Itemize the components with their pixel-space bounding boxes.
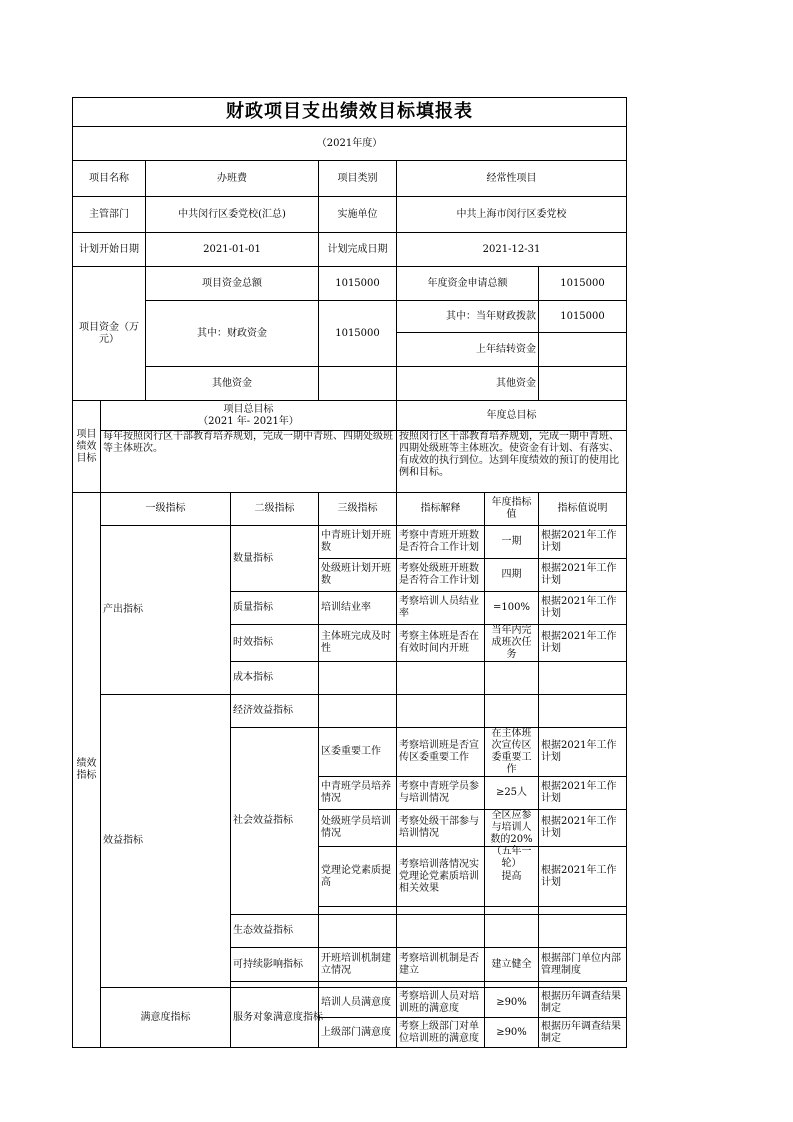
funds-other-label: 其他资金 [146,367,319,401]
level2-quantity: 数量指标 [231,526,319,592]
row-explain: 考察培训人员结业率 [397,592,485,625]
row-note [539,907,627,915]
row-explain: 考察中青班学员参与培训情况 [397,777,485,810]
row-level3 [319,662,397,695]
header-level3: 三级指标 [319,493,397,526]
funds-current-value: 1015000 [539,301,627,333]
row-explain: 考察中青班开班数是否符合工作计划 [397,526,485,559]
funds-carry-label: 上年结转资金 [397,333,539,367]
header-value: 年度指标值 [485,493,539,526]
funds-total-value: 1015000 [319,267,397,301]
row-explain: 考察处级班开班数是否符合工作计划 [397,559,485,592]
row-explain [397,662,485,695]
funds-annual-label: 年度资金申请总额 [397,267,539,301]
row-level3 [319,907,397,915]
row-value: ≥90% [485,988,539,1018]
row-value [485,915,539,948]
dept-value: 中共闵行区委党校(汇总) [146,197,319,233]
row-note [539,695,627,728]
end-date-value: 2021-12-31 [397,233,627,267]
row-explain: 考察上级部门对单位培训班的满意度 [397,1018,485,1048]
row-level3: 培训结业率 [319,592,397,625]
row-value: 建立健全 [485,948,539,982]
level2-sustain: 可持续影响指标 [231,948,319,982]
row-note: 根据部门单位内部管理制度 [539,948,627,982]
row-note: 根据历年调查结果制定 [539,1018,627,1048]
row-level3: 处级班计划开班数 [319,559,397,592]
funds-fiscal-value: 1015000 [319,301,397,367]
funds-total-label: 项目资金总额 [146,267,319,301]
row-explain [397,907,485,915]
header-note: 指标值说明 [539,493,627,526]
project-name-value: 办班费 [146,161,319,197]
row-explain [397,695,485,728]
header-level2: 二级指标 [231,493,319,526]
level2-ecological: 生态效益指标 [231,915,319,948]
row-note [539,915,627,948]
row-level3: 党理论党素质提高 [319,847,397,907]
funds-other2-label: 其他资金 [397,367,539,401]
indicators-label: 绩效指标 [73,493,101,1048]
row-level3: 区委重要工作 [319,728,397,777]
funds-current-label: 其中：当年财政拨款 [397,301,539,333]
row-level3: 上级部门满意度 [319,1018,397,1048]
project-type-label: 项目类别 [319,161,397,197]
row-value [485,695,539,728]
header-level1: 一级指标 [101,493,231,526]
overall-goal-label: 项目总目标 [223,403,274,415]
row-explain: 考察培训人员对培训班的满意度 [397,988,485,1018]
annual-goal-text: 按照闵行区干部教育培养规划，完成一期中青班、四期处级班等主体班次。使资金有计划、有落实、有成效的执行到位。达到年度绩效的预订的使用比例和目标。 [397,431,627,493]
row-value: 一期 [485,526,539,559]
overall-goal-text: 每年按照闵行区干部教育培养规划，完成一期中青班、四期处级班等主体班次。 [101,431,397,493]
row-value: 全区应参与培训人数的20%（五年一轮） [485,810,539,847]
row-level3: 中青班学员培养情况 [319,777,397,810]
start-date-value: 2021-01-01 [146,233,319,267]
row-explain: 考察处级干部参与培训情况 [397,810,485,847]
row-value [485,662,539,695]
row-explain: 考察主体班是否在有效时间内开班 [397,625,485,662]
row-level3: 培训人员满意度 [319,988,397,1018]
funds-other-value [319,367,397,401]
row-level3 [319,915,397,948]
row-note: 根据2021年工作计划 [539,526,627,559]
row-level3: 开班培训机制建立情况 [319,948,397,982]
level2-quality: 质量指标 [231,592,319,625]
level2-service: 服务对象满意度指标 [231,988,319,1048]
row-note: 根据2021年工作计划 [539,559,627,592]
row-value: 当年内完成班次任务 [485,625,539,662]
row-note: 根据2021年工作计划 [539,625,627,662]
row-value: 四期 [485,559,539,592]
impl-unit-label: 实施单位 [319,197,397,233]
row-note: 根据2021年工作计划 [539,728,627,777]
row-level3 [319,695,397,728]
funds-other2-value [539,367,627,401]
row-note [539,662,627,695]
form-year: （2021年度） [73,127,627,161]
performance-form [72,97,626,1048]
row-level3: 中青班计划开班数 [319,526,397,559]
level2-cost: 成本指标 [231,662,319,695]
row-explain: 考察培训机制是否建立 [397,948,485,982]
row-value: 提高 [485,847,539,907]
form-title: 财政项目支出绩效目标填报表 [73,98,627,127]
row-explain: 考察培训班是否宣传区委重要工作 [397,728,485,777]
overall-goal-header [101,401,397,431]
row-note: 根据2021年工作计划 [539,847,627,907]
row-explain [397,915,485,948]
overall-goal-period: （2021 年- 2021年） [198,415,299,427]
project-type-value: 经常性项目 [397,161,627,197]
row-level3: 处级班学员培训情况 [319,810,397,847]
funds-fiscal-label: 其中：财政资金 [146,301,319,367]
level1-output: 产出指标 [101,526,231,695]
level2-time: 时效指标 [231,625,319,662]
project-name-label: 项目名称 [73,161,146,197]
row-value: ≥25人 [485,777,539,810]
level2-economic: 经济效益指标 [231,695,319,728]
form-table [72,97,627,1048]
level2-social: 社会效益指标 [231,728,319,915]
goals-label: 项目绩效目标 [73,401,101,493]
row-value: ≥90% [485,1018,539,1048]
level1-satisfaction: 满意度指标 [101,988,231,1048]
funds-label: 项目资金（万元） [73,267,146,401]
row-explain: 考察培训落情况实党理论党素质培训相关效果 [397,847,485,907]
level1-benefit: 效益指标 [101,695,231,988]
end-date-label: 计划完成日期 [319,233,397,267]
funds-carry-value [539,333,627,367]
row-value: =100% [485,592,539,625]
row-note: 根据2021年工作计划 [539,810,627,847]
row-value: 在主体班次宣传区委重要工作 [485,728,539,777]
row-note: 根据历年调查结果制定 [539,988,627,1018]
row-value [485,907,539,915]
impl-unit-value: 中共上海市闵行区委党校 [397,197,627,233]
annual-goal-label: 年度总目标 [397,401,627,431]
dept-label: 主管部门 [73,197,146,233]
row-level3: 主体班完成及时性 [319,625,397,662]
row-note: 根据2021年工作计划 [539,777,627,810]
row-note: 根据2021年工作计划 [539,592,627,625]
funds-annual-value: 1015000 [539,267,627,301]
header-explain: 指标解释 [397,493,485,526]
start-date-label: 计划开始日期 [73,233,146,267]
